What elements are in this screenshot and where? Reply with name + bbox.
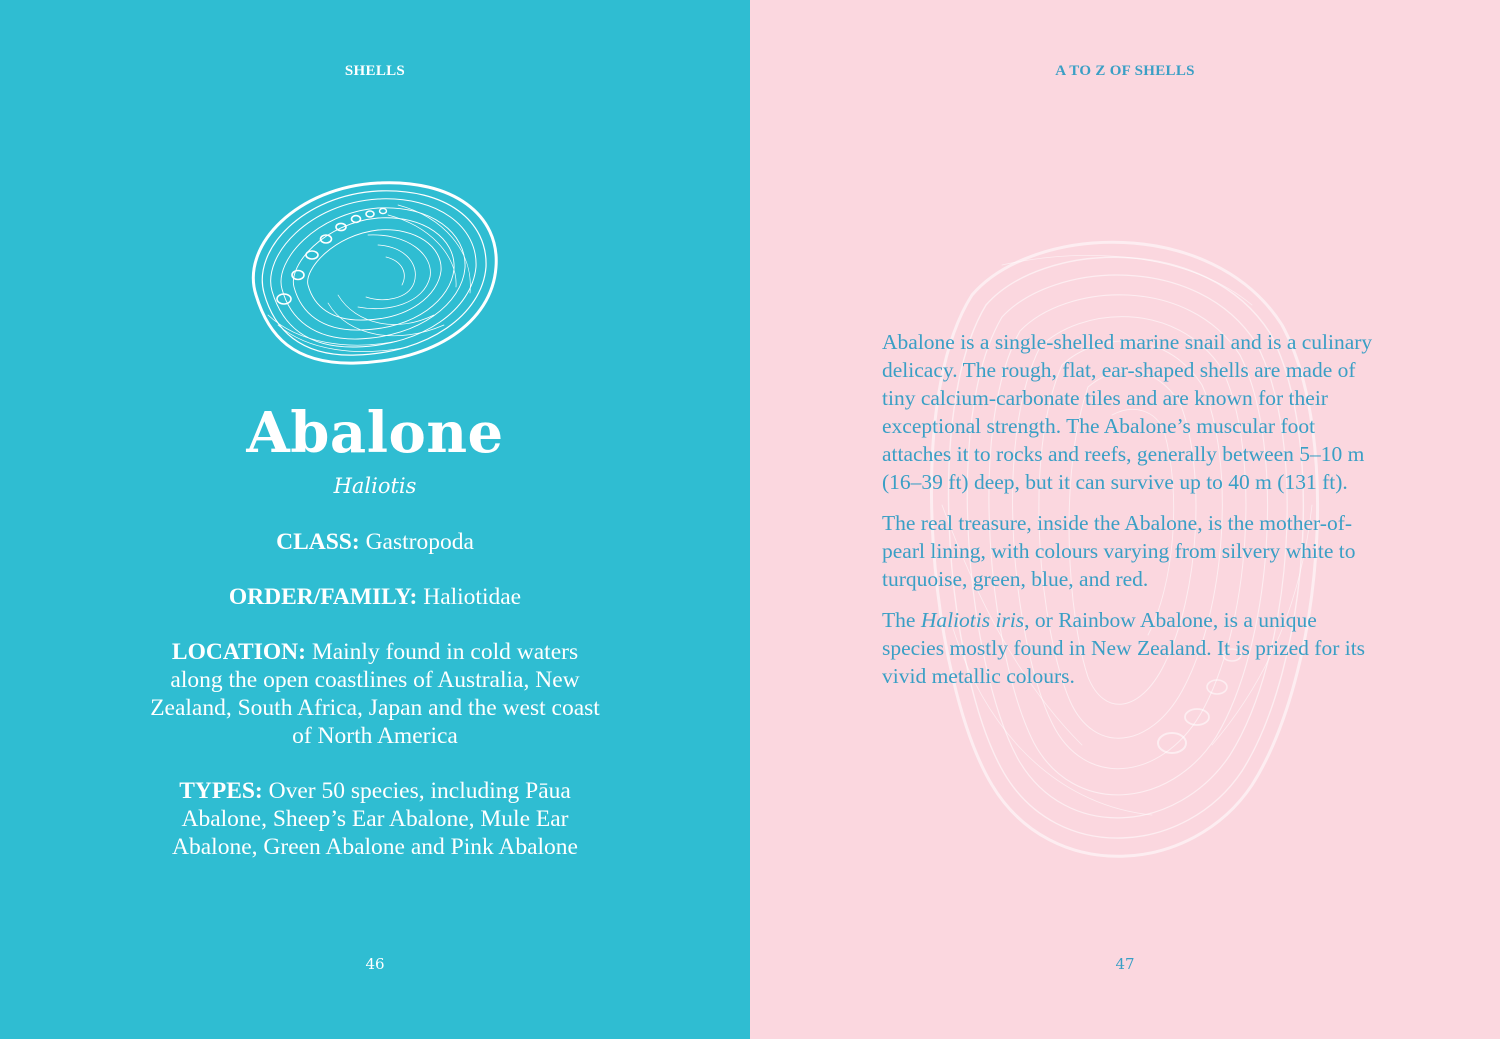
abalone-shell-illustration: [238, 175, 506, 370]
fact-label: LOCATION:: [171, 639, 306, 665]
latin-name: Haliotis: [333, 474, 417, 498]
fact-label: ORDER/FAMILY:: [228, 584, 418, 610]
paragraph: Abalone is a single-shelled marine snail and is a culinary delicacy. The rough, flat, ear-shaped shells are made of tiny calcium-carbonate tiles and are known for their exceptional strength. The Abalone’s muscular foot attaches it to rocks and reefs, generally between 5–10 m (16–39 ft) deep, but it can survive up to 40 m (131 ft).: [882, 330, 1373, 494]
fact-types: [150, 777, 600, 861]
fact-location: [150, 638, 600, 750]
fact-order-family: [150, 583, 600, 611]
fact-label: TYPES:: [179, 778, 263, 804]
italic-species-name: Haliotis iris: [920, 608, 1025, 632]
species-title: Abalone: [246, 400, 504, 466]
right-page: [750, 0, 1500, 1039]
fact-value: Mainly found in cold waters along the open coastlines of Australia, New Zealand, South Africa, Japan and the west coast of North America: [150, 639, 600, 749]
paragraph: [882, 606, 1377, 690]
paragraph-text: , or Rainbow Abalone, is a unique species mostly found in New Zealand. It is prized for its vivid metallic colours.: [882, 608, 1366, 688]
paragraph-text: The: [882, 608, 921, 632]
running-head-right: A TO Z OF SHELLS: [1055, 63, 1195, 79]
fact-value: Gastropoda: [365, 529, 474, 555]
fact-class: [150, 528, 600, 556]
page-number-left: 46: [365, 955, 385, 973]
page-number-right: 47: [1115, 955, 1135, 973]
fact-value: Over 50 species, including Pāua Abalone, Sheep’s Ear Abalone, Mule Ear Abalone, Green Abalone and Pink Abalone: [172, 778, 578, 860]
facts-list: [150, 528, 600, 888]
fact-value: Haliotidae: [423, 584, 522, 610]
paragraph: The real treasure, inside the Abalone, is the mother-of-pearl lining, with colours varying from silvery white to turquoise, green, blue, and red.: [882, 511, 1356, 591]
body-text: [882, 328, 1377, 703]
fact-label: CLASS:: [276, 529, 360, 555]
running-head-left: SHELLS: [344, 63, 406, 79]
